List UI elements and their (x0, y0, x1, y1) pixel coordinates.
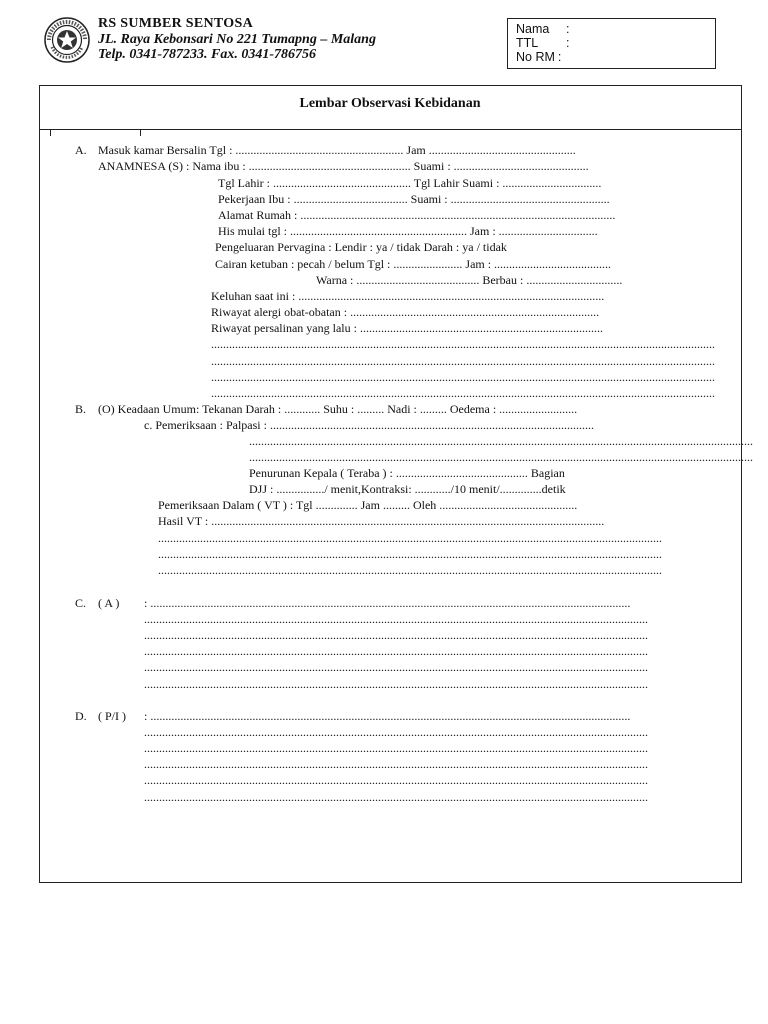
hasil-vt-field[interactable]: Hasil VT : ................................................................................................................................... (158, 514, 605, 528)
planning-field[interactable]: : ................................................................................................................................................................ (144, 709, 631, 723)
patient-name-label: Nama (516, 22, 550, 36)
pemeriksaan-palpasi-field[interactable]: c. Pemeriksaan : Palpasi : ............................................................................................................ (144, 418, 594, 432)
blank-line[interactable]: ........................................................................................................................................................................ (144, 628, 648, 642)
blank-line[interactable]: ........................................................................................................................................................................ (211, 337, 715, 351)
blank-line[interactable]: ........................................................................................................................................................................ (144, 773, 648, 787)
hospital-phone: Telp. 0341-787233. Fax. 0341-786756 (98, 47, 317, 62)
blank-line[interactable]: ........................................................................................................................................................................ (144, 644, 648, 658)
his-mulai-field[interactable]: His mulai tgl : ........................................................... Jam : ................................. (218, 224, 598, 238)
blank-line[interactable]: ........................................................................................................................................................................ (144, 725, 648, 739)
patient-name-sep: : (566, 22, 570, 36)
divider-tick (50, 129, 51, 136)
blank-line[interactable]: ........................................................................................................................................................................ (144, 790, 648, 804)
blank-line[interactable]: ........................................................................................................................................................................ (158, 547, 662, 561)
assessment-field[interactable]: : ................................................................................................................................................................ (144, 596, 631, 610)
blank-line[interactable]: ........................................................................................................................................................................ (144, 612, 648, 626)
djj-kontraksi-field[interactable]: DJJ : ................/ menit,Kontraksi: ............/10 menit/..............detik (249, 482, 566, 496)
patient-rm-sep: : (557, 50, 562, 64)
patient-ttl-row[interactable] (516, 36, 569, 50)
blank-line[interactable]: ........................................................................................................................................................................ (144, 741, 648, 755)
patient-ttl-label: TTL (516, 36, 539, 50)
section-d-label: ( P/I ) (98, 709, 126, 723)
patient-name-row[interactable] (516, 22, 569, 36)
blank-line[interactable]: ........................................................................................................................................................................ (158, 563, 662, 577)
blank-line[interactable]: ........................................................................................................................................................................ (211, 370, 715, 384)
section-a-letter: A. (75, 143, 87, 157)
form-title: Lembar Observasi Kebidanan (299, 96, 481, 111)
patient-rm-row[interactable] (516, 50, 561, 64)
section-c-letter: C. (75, 596, 87, 610)
tgl-lahir-field[interactable]: Tgl Lahir : .............................................. Tgl Lahir Suami : ................................. (218, 176, 602, 190)
blank-line[interactable]: ........................................................................................................................................................................ (211, 386, 715, 400)
riwayat-alergi-field[interactable]: Riwayat alergi obat-obatan : ................................................................................... (211, 305, 600, 319)
keadaan-umum-field[interactable]: (O) Keadaan Umum: Tekanan Darah : ............ Suhu : ......... Nadi : ......... Oedema : .......................... (98, 402, 578, 416)
section-b-letter: B. (75, 402, 87, 416)
pekerjaan-field[interactable]: Pekerjaan Ibu : ...................................... Suami : ..................................................... (218, 192, 610, 206)
blank-line[interactable]: ........................................................................................................................................................................ (144, 660, 648, 674)
patient-id-box (507, 18, 716, 69)
blank-line[interactable]: ........................................................................................................................................................................ (249, 434, 753, 448)
pengeluaran-pervagina-field[interactable]: Pengeluaran Pervagina : Lendir : ya / tidak Darah : ya / tidak (215, 240, 507, 254)
blank-line[interactable]: ........................................................................................................................................................................ (249, 450, 753, 464)
patient-ttl-sep: : (566, 36, 570, 50)
blank-line[interactable]: ........................................................................................................................................................................ (144, 677, 648, 691)
cairan-ketuban-field[interactable]: Cairan ketuban : pecah / belum Tgl : ....................... Jam : ....................................... (215, 257, 612, 271)
blank-line[interactable]: ........................................................................................................................................................................ (211, 354, 715, 368)
hospital-name: RS SUMBER SENTOSA (98, 16, 253, 31)
patient-rm-label: No RM (516, 50, 555, 64)
masuk-kamar-field[interactable]: Masuk kamar Bersalin Tgl : ........................................................ Jam ................................................. (98, 143, 576, 157)
warna-berbau-field[interactable]: Warna : ......................................... Berbau : ................................ (316, 273, 623, 287)
blank-line[interactable]: ........................................................................................................................................................................ (158, 531, 662, 545)
section-c-label: ( A ) (98, 596, 120, 610)
hospital-logo-icon (44, 17, 90, 63)
blank-line[interactable]: ........................................................................................................................................................................ (144, 757, 648, 771)
penurunan-kepala-field[interactable]: Penurunan Kepala ( Teraba ) : ............................................ Bagian (249, 466, 565, 480)
divider-tick (140, 129, 141, 136)
hospital-address: JL. Raya Kebonsari No 221 Tumapng – Malang (98, 32, 376, 47)
riwayat-persalinan-field[interactable]: Riwayat persalinan yang lalu : ................................................................................. (211, 321, 603, 335)
title-divider (39, 129, 741, 130)
alamat-rumah-field[interactable]: Alamat Rumah : ......................................................................................................... (218, 208, 616, 222)
keluhan-field[interactable]: Keluhan saat ini : ...................................................................................................... (211, 289, 605, 303)
anamnesa-nama-ibu-field[interactable]: ANAMNESA (S) : Nama ibu : ...................................................... Suami : ............................................. (98, 159, 589, 173)
section-d-letter: D. (75, 709, 87, 723)
pemeriksaan-dalam-field[interactable]: Pemeriksaan Dalam ( VT ) : Tgl .............. Jam ......... Oleh .............................................. (158, 498, 578, 512)
